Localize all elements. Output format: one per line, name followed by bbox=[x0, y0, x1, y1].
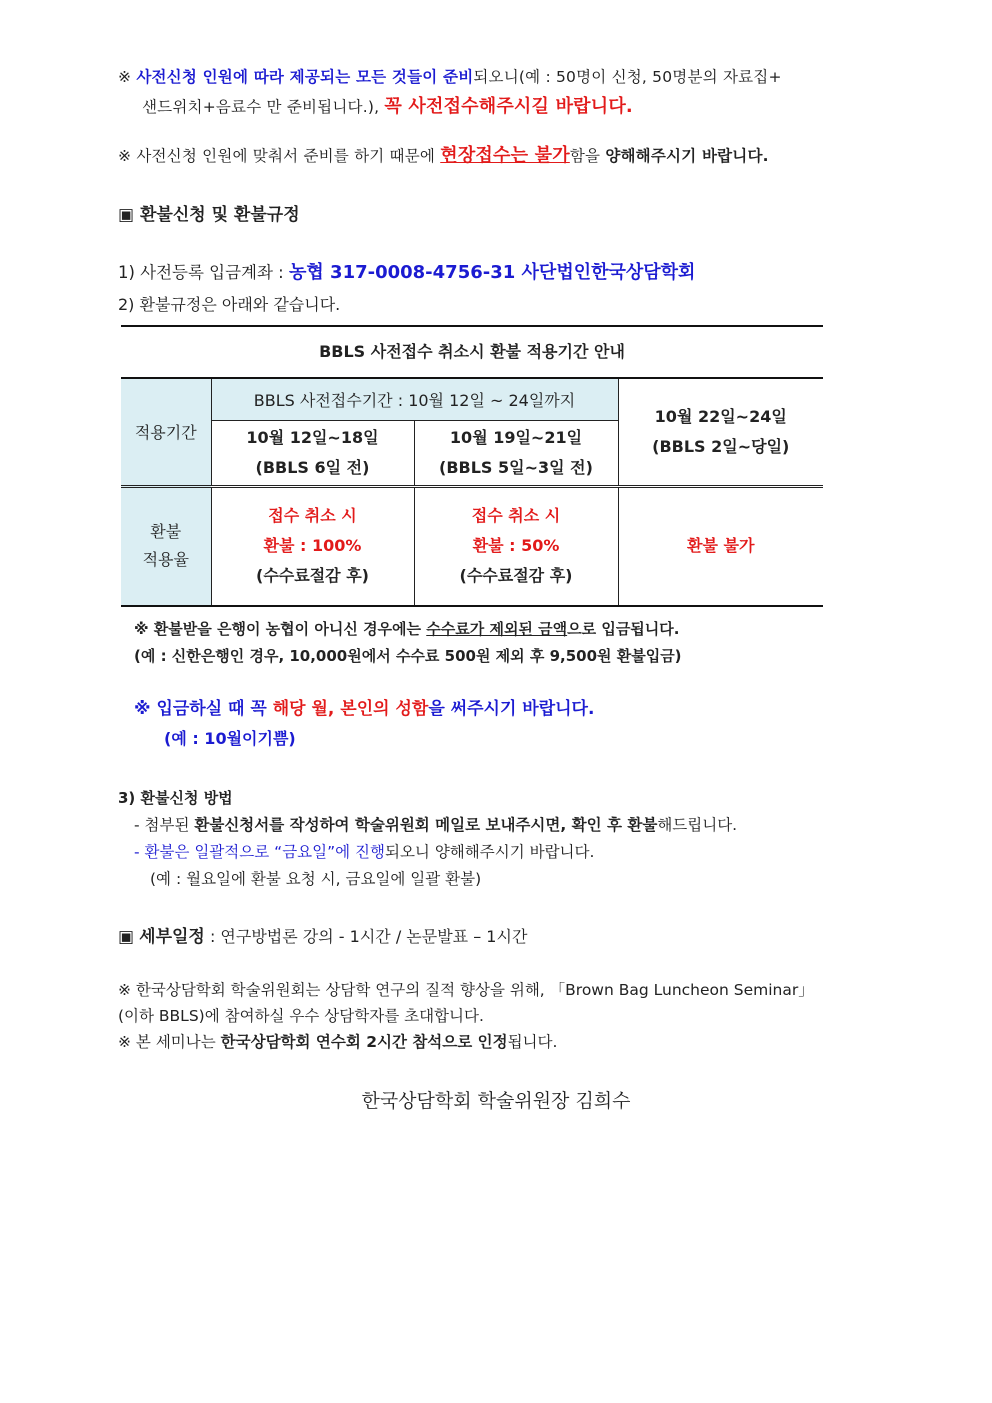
notice-2-emphasis: 현장접수는 불가 bbox=[440, 145, 570, 166]
refund-method-example: (예 : 월요일에 환불 요청 시, 금요일에 일괄 환불) bbox=[150, 870, 482, 888]
rate-col-2-line1: 접수 취소 시 bbox=[471, 506, 561, 526]
bank-note-example: (예 : 신한은행인 경우, 10,000원에서 수수료 500원 제외 후 9,500원 환불입금) bbox=[134, 647, 682, 665]
account-number: 농협 317-0008-4756-31 사단법인한국상담학회 bbox=[289, 262, 696, 283]
row-header-rate-line2: 적용율 bbox=[142, 550, 189, 570]
period-col-3-dates: 10월 22일~24일 bbox=[654, 406, 787, 426]
notice-prereg-supplies bbox=[118, 63, 878, 122]
bank-note-underlined: 수수료가 제외된 금액 bbox=[426, 620, 568, 638]
seminar-note-2-c: 됩니다. bbox=[507, 1033, 558, 1051]
refund-method-l2-b: 되오니 양해해주시기 바랍니다. bbox=[384, 843, 595, 861]
period-col-3 bbox=[618, 378, 823, 486]
refund-method-l2-a: - 환불은 일괄적으로 “금요일”에 진행 bbox=[134, 843, 385, 861]
notice-1-emphasis: 꼭 사전접수해주시길 바랍니다. bbox=[384, 96, 633, 117]
period-col-1 bbox=[211, 420, 414, 486]
bank-fee-note bbox=[134, 616, 682, 670]
refund-period-table bbox=[121, 325, 823, 607]
notice-no-onsite bbox=[118, 141, 878, 171]
rate-col-1-line1: 접수 취소 시 bbox=[268, 506, 357, 526]
signature: 한국상담학회 학술위원장 김희수 bbox=[361, 1090, 631, 1112]
row-header-rate bbox=[121, 486, 211, 606]
period-col-2 bbox=[414, 420, 618, 486]
period-col-2-note: (BBLS 5일~3일 전) bbox=[439, 457, 593, 477]
row-header-period: 적용기간 bbox=[121, 378, 211, 486]
schedule-title: 세부일정 bbox=[139, 927, 205, 947]
period-col-3-note: (BBLS 2일~당일) bbox=[652, 436, 790, 456]
reference-mark: ※ bbox=[118, 147, 132, 165]
seminar-notes bbox=[118, 977, 878, 1055]
bank-note-a: ※ 환불받을 은행이 농협이 아니신 경우에는 bbox=[134, 620, 422, 638]
refund-rule-intro: 2) 환불규정은 아래와 같습니다. bbox=[118, 295, 341, 314]
bank-note-c: 으로 입금됩니다. bbox=[567, 620, 680, 638]
notice-2-text: 사전신청 인원에 맞춰서 준비를 하기 때문에 bbox=[136, 147, 436, 165]
deposit-name-note bbox=[134, 695, 594, 753]
account-label: 1) 사전등록 입금계좌 : bbox=[118, 263, 284, 282]
table-title: BBLS 사전접수 취소시 환불 적용기간 안내 bbox=[121, 325, 823, 377]
refund-method-l1-a: - 첨부된 bbox=[134, 816, 190, 834]
seminar-note-2-credit: 한국상담학회 연수회 2시간 참석으로 인정 bbox=[220, 1033, 508, 1051]
section-title-refund bbox=[118, 200, 300, 225]
refund-method-l1-b: 환불신청서를 작성하여 학술위원회 메일로 보내주시면, 확인 후 환불 bbox=[194, 816, 658, 834]
rate-col-1-line3: (수수료절감 후) bbox=[256, 566, 369, 586]
period-col-1-note: (BBLS 6일 전) bbox=[255, 457, 370, 477]
period-col-1-dates: 10월 12일~18일 bbox=[246, 427, 379, 447]
schedule-info bbox=[118, 922, 527, 947]
rate-col-2-line2: 환불 : 50% bbox=[472, 536, 560, 556]
seminar-note-1-line2: (이하 BBLS)에 참여하실 우수 상담학자를 초대합니다. bbox=[118, 1007, 484, 1025]
prereg-period-span: BBLS 사전접수기간 : 10월 12일 ~ 24일까지 bbox=[211, 378, 618, 420]
refund-method bbox=[118, 785, 737, 893]
rate-col-2 bbox=[414, 486, 618, 606]
notice-2-text-b: 함을 bbox=[569, 147, 601, 165]
refund-method-l1-c: 해드립니다. bbox=[657, 816, 738, 834]
row-header-rate-line1: 환불 bbox=[150, 522, 182, 542]
rate-col-3: 환불 불가 bbox=[618, 486, 823, 606]
schedule-detail: : 연구방법론 강의 - 1시간 / 논문발표 – 1시간 bbox=[209, 927, 528, 946]
box-bullet-icon: ▣ bbox=[118, 927, 135, 947]
seminar-note-2-a: ※ 본 세미나는 bbox=[118, 1033, 216, 1051]
period-col-2-dates: 10월 19일~21일 bbox=[449, 427, 583, 447]
box-bullet-icon: ▣ bbox=[118, 205, 135, 225]
notice-2-request: 양해해주시기 바랍니다. bbox=[605, 147, 769, 165]
deposit-note-c: 을 써주시기 바랍니다. bbox=[428, 699, 595, 719]
deposit-note-highlight: 해당 월, 본인의 성함 bbox=[272, 699, 429, 719]
refund-section-title: 환불신청 및 환불규정 bbox=[139, 205, 300, 225]
seminar-note-1-line1: ※ 한국상담학회 학술위원회는 상담학 연구의 질적 향상을 위해, 「Brown Bag Luncheon Seminar」 bbox=[118, 981, 814, 999]
rate-col-2-line3: (수수료절감 후) bbox=[459, 566, 573, 586]
account-info bbox=[118, 258, 695, 284]
rate-col-1 bbox=[211, 486, 414, 606]
rate-col-1-line2: 환불 : 100% bbox=[263, 536, 362, 556]
deposit-note-example: (예 : 10월이기쁨) bbox=[164, 729, 296, 748]
deposit-note-a: ※ 입금하실 때 꼭 bbox=[134, 699, 267, 719]
notice-1-highlight: 사전신청 인원에 따라 제공되는 모든 것들이 준비 bbox=[136, 68, 474, 86]
notice-1-text: 되오니(예 : 50명이 신청, 50명분의 자료집+ bbox=[473, 68, 782, 86]
reference-mark: ※ bbox=[118, 68, 132, 86]
notice-1-text-cont: 샌드위치+음료수 만 준비됩니다.), bbox=[142, 98, 380, 116]
refund-method-title: 3) 환불신청 방법 bbox=[118, 789, 233, 807]
